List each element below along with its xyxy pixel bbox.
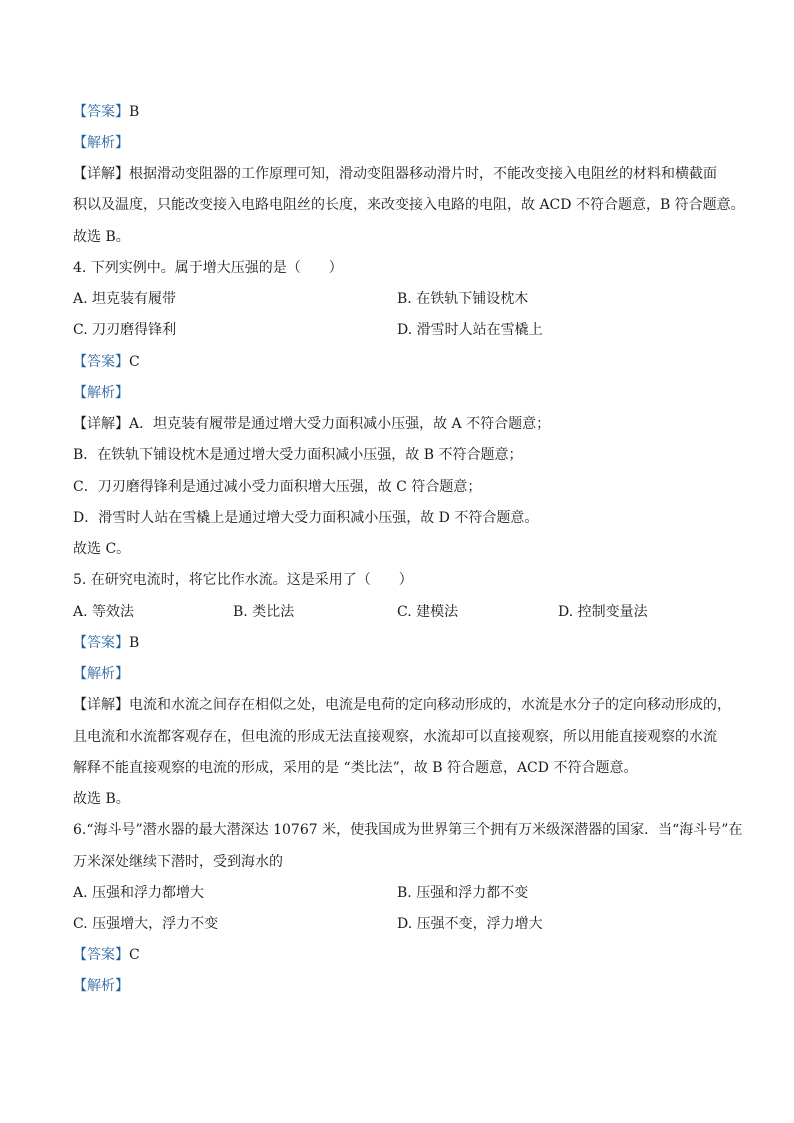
q6-answer: C (129, 947, 140, 963)
q3-answer-line (73, 102, 139, 122)
q5-detail-line-3: 解释不能直接观察的电流的形成，采用的是 “类比法”，故 B 符合题意，ACD 不符合题意。 (73, 760, 638, 776)
detail-tag: 【详解】 (73, 166, 129, 182)
q4-stem: 4. 下列实例中。属于增大压强的是（ ） (73, 260, 343, 276)
q6-option-b: B. 压强和浮力都不变 (397, 885, 529, 901)
answer-tag: 【答案】 (73, 635, 129, 651)
q5-option-c: C. 建模法 (397, 604, 459, 620)
analysis-tag: 【解析】 (73, 666, 129, 682)
answer-tag: 【答案】 (73, 104, 129, 120)
q4-option-c: C. 刀刃磨得锋利 (73, 322, 177, 338)
q4-detail-line-4: D．滑雪时人站在雪橇上是通过增大受力面积减小压强，故 D 不符合题意。 (73, 510, 539, 526)
q4-answer-line (73, 352, 140, 372)
analysis-tag: 【解析】 (73, 385, 129, 401)
analysis-tag: 【解析】 (73, 135, 129, 151)
answer-tag: 【答案】 (73, 354, 129, 370)
q5-option-a: A. 等效法 (73, 604, 135, 620)
q3-detail-line-2: 积以及温度，只能改变接入电路电阻丝的长度，来改变接入电路的电阻，故 ACD 不符合题意，B 符合题意。 (73, 197, 745, 213)
q4-conclusion: 故选 C。 (73, 541, 131, 557)
q5-answer-line (73, 633, 139, 653)
q5-answer: B (129, 635, 140, 651)
q5-option-b: B. 类比法 (233, 604, 295, 620)
q6-stem-line-2: 万米深处继续下潜时，受到海水的 (73, 854, 283, 870)
q3-conclusion: 故选 B。 (73, 229, 130, 245)
detail-tag: 【详解】 (73, 416, 129, 432)
q4-detail-line-1: 【详解】A．坦克装有履带是通过增大受力面积减小压强，故 A 不符合题意； (73, 416, 551, 432)
q5-stem: 5. 在研究电流时，将它比作水流。这是采用了（ ） (73, 572, 413, 588)
q4-detail-line-3: C．刀刃磨得锋利是通过减小受力面积增大压强，故 C 符合题意； (73, 479, 482, 495)
q4-option-b: B. 在铁轨下铺设枕木 (397, 291, 529, 307)
q3-analysis-line (73, 133, 129, 153)
q5-option-d: D. 控制变量法 (558, 604, 648, 620)
q6-option-a: A. 压强和浮力都增大 (73, 885, 205, 901)
q6-answer-line (73, 945, 140, 965)
q4-detail-line-2: B．在铁轨下铺设枕木是通过增大受力面积减小压强，故 B 不符合题意； (73, 447, 523, 463)
answer-tag: 【答案】 (73, 947, 129, 963)
detail-tag: 【详解】 (73, 697, 129, 713)
q5-analysis-line (73, 664, 129, 684)
q4-option-d: D. 滑雪时人站在雪橇上 (397, 322, 543, 338)
q4-answer: C (129, 354, 140, 370)
q6-option-d: D. 压强不变，浮力增大 (397, 916, 543, 932)
q5-conclusion: 故选 B。 (73, 791, 130, 807)
q4-analysis-line (73, 383, 129, 403)
q5-detail-line-1: 【详解】电流和水流之间存在相似之处，电流是电荷的定向移动形成的，水流是水分子的定向移动形成的， (73, 697, 731, 713)
q6-option-c: C. 压强增大，浮力不变 (73, 916, 219, 932)
q5-detail-line-2: 且电流和水流都客观存在，但电流的形成无法直接观察，水流却可以直接观察，所以用能直接观察的水流 (73, 729, 717, 745)
q3-detail-line-1: 【详解】根据滑动变阻器的工作原理可知，滑动变阻器移动滑片时，不能改变接入电阻丝的材料和横截面 (73, 166, 717, 182)
analysis-tag: 【解析】 (73, 978, 129, 994)
q6-stem-line-1: 6.“海斗号”潜水器的最大潜深达 10767 米，使我国成为世界第三个拥有万米级深潜器的国家．当“海斗号”在 (73, 822, 743, 838)
q4-option-a: A. 坦克装有履带 (73, 291, 177, 307)
q3-answer: B (129, 104, 140, 120)
q6-analysis-line (73, 976, 129, 996)
